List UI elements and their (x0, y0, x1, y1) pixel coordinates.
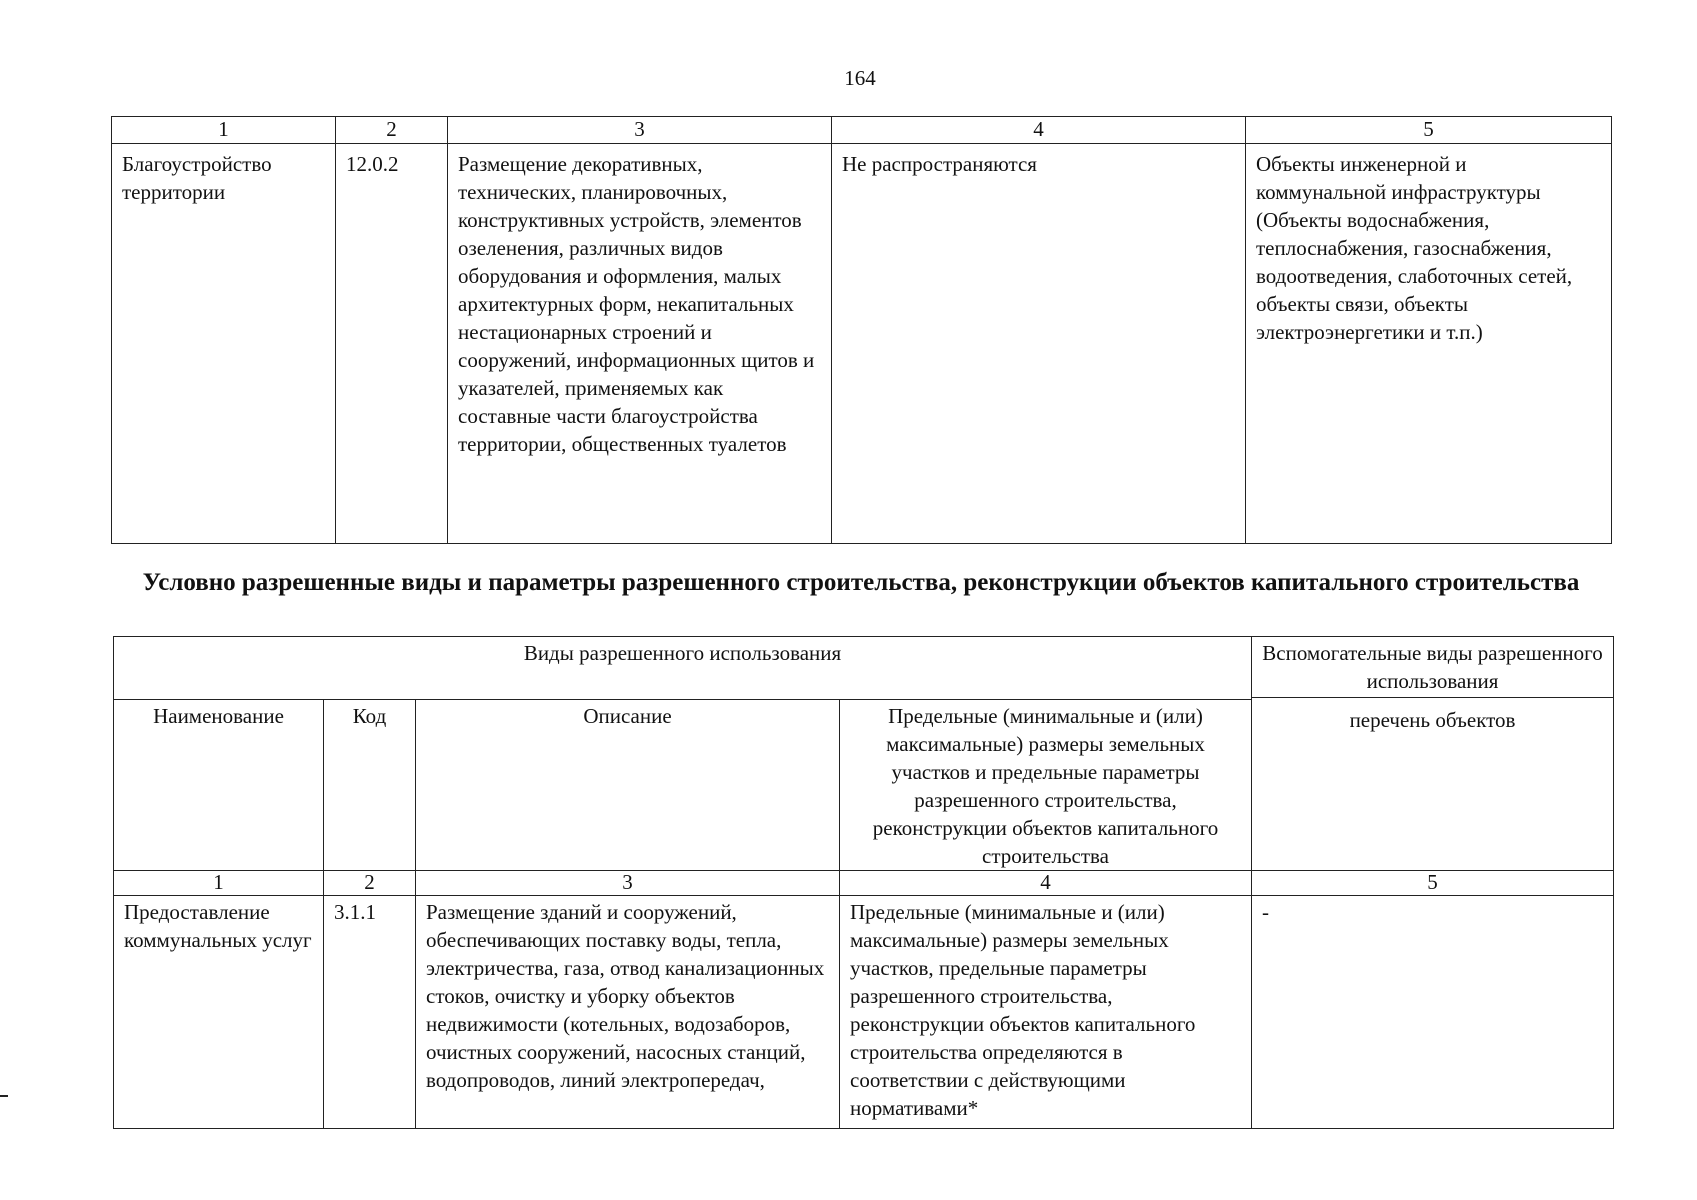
table-row (114, 896, 1614, 1129)
permitted-uses-table-continued (111, 116, 1612, 544)
column-number: 5 (1252, 871, 1614, 896)
conditionally-permitted-uses-table (113, 636, 1614, 1129)
use-description-cell: Размещение декоративных, технических, планировочных, конструктивных устройств, элементов озеленения, различных видов оборудования и оформления, малых архитектурных форм, некапитальных нестационарных строений и сооружений, информационных щитов и указателей, применяемых как составные части благоустройства территории, общественных туалетов (448, 144, 832, 544)
header-parameters: Предельные (минимальные и (или) максимальные) размеры земельных участков и предельные параметры разрешенного строительства, реконструкции объектов капитального строительства (840, 700, 1252, 871)
use-name-cell: Благоустройство территории (112, 144, 336, 544)
header-name: Наименование (114, 700, 324, 871)
use-code-cell: 3.1.1 (324, 896, 416, 1129)
page-number: 164 (844, 66, 876, 90)
column-number: 4 (832, 117, 1246, 144)
use-code-cell: 12.0.2 (336, 144, 448, 544)
header-auxiliary-uses (1252, 637, 1614, 871)
column-number: 3 (448, 117, 832, 144)
auxiliary-uses-cell: - (1252, 896, 1614, 1129)
use-parameters-cell: Предельные (минимальные и (или) максимальные) размеры земельных участков, предельные параметры разрешенного строительства, реконструкции объектов капитального строительства определяются в соответствии с действующими нормативами* (840, 896, 1252, 1129)
margin-mark (0, 1095, 8, 1097)
column-number: 5 (1246, 117, 1612, 144)
header-permitted-uses: Виды разрешенного использования (114, 637, 1252, 700)
column-number: 1 (114, 871, 324, 896)
use-description-cell: Размещение зданий и сооружений, обеспечивающих поставку воды, тепла, электричества, газа, отвод канализационных стоков, очистку и уборку объектов недвижимости (котельных, водозаборов, очистных сооружений, насосных станций, водопроводов, линий электропередач, (416, 896, 840, 1129)
column-number: 3 (416, 871, 840, 896)
use-name-cell: Предоставление коммунальных услуг (114, 896, 324, 1129)
header-auxiliary-title: Вспомогательные виды разрешенного использования (1252, 637, 1613, 698)
column-number: 1 (112, 117, 336, 144)
column-number-row (112, 117, 1612, 144)
table-row (112, 144, 1612, 544)
column-number: 4 (840, 871, 1252, 896)
header-description: Описание (416, 700, 840, 871)
auxiliary-uses-cell: Объекты инженерной и коммунальной инфраструктуры (Объекты водоснабжения, теплоснабжения, газоснабжения, водоотведения, слаботочных сетей, объекты связи, объекты электроэнергетики и т.п.) (1246, 144, 1612, 544)
column-number-row (114, 871, 1614, 896)
header-object-list: перечень объектов (1349, 708, 1516, 732)
section-title: Условно разрешенные виды и параметры разрешенного строительства, реконструкции объектов капитального строительства (142, 569, 1580, 596)
column-number: 2 (336, 117, 448, 144)
column-number: 2 (324, 871, 416, 896)
use-parameters-cell: Не распространяются (832, 144, 1246, 544)
header-code: Код (324, 700, 416, 871)
table-header-row (114, 637, 1614, 700)
